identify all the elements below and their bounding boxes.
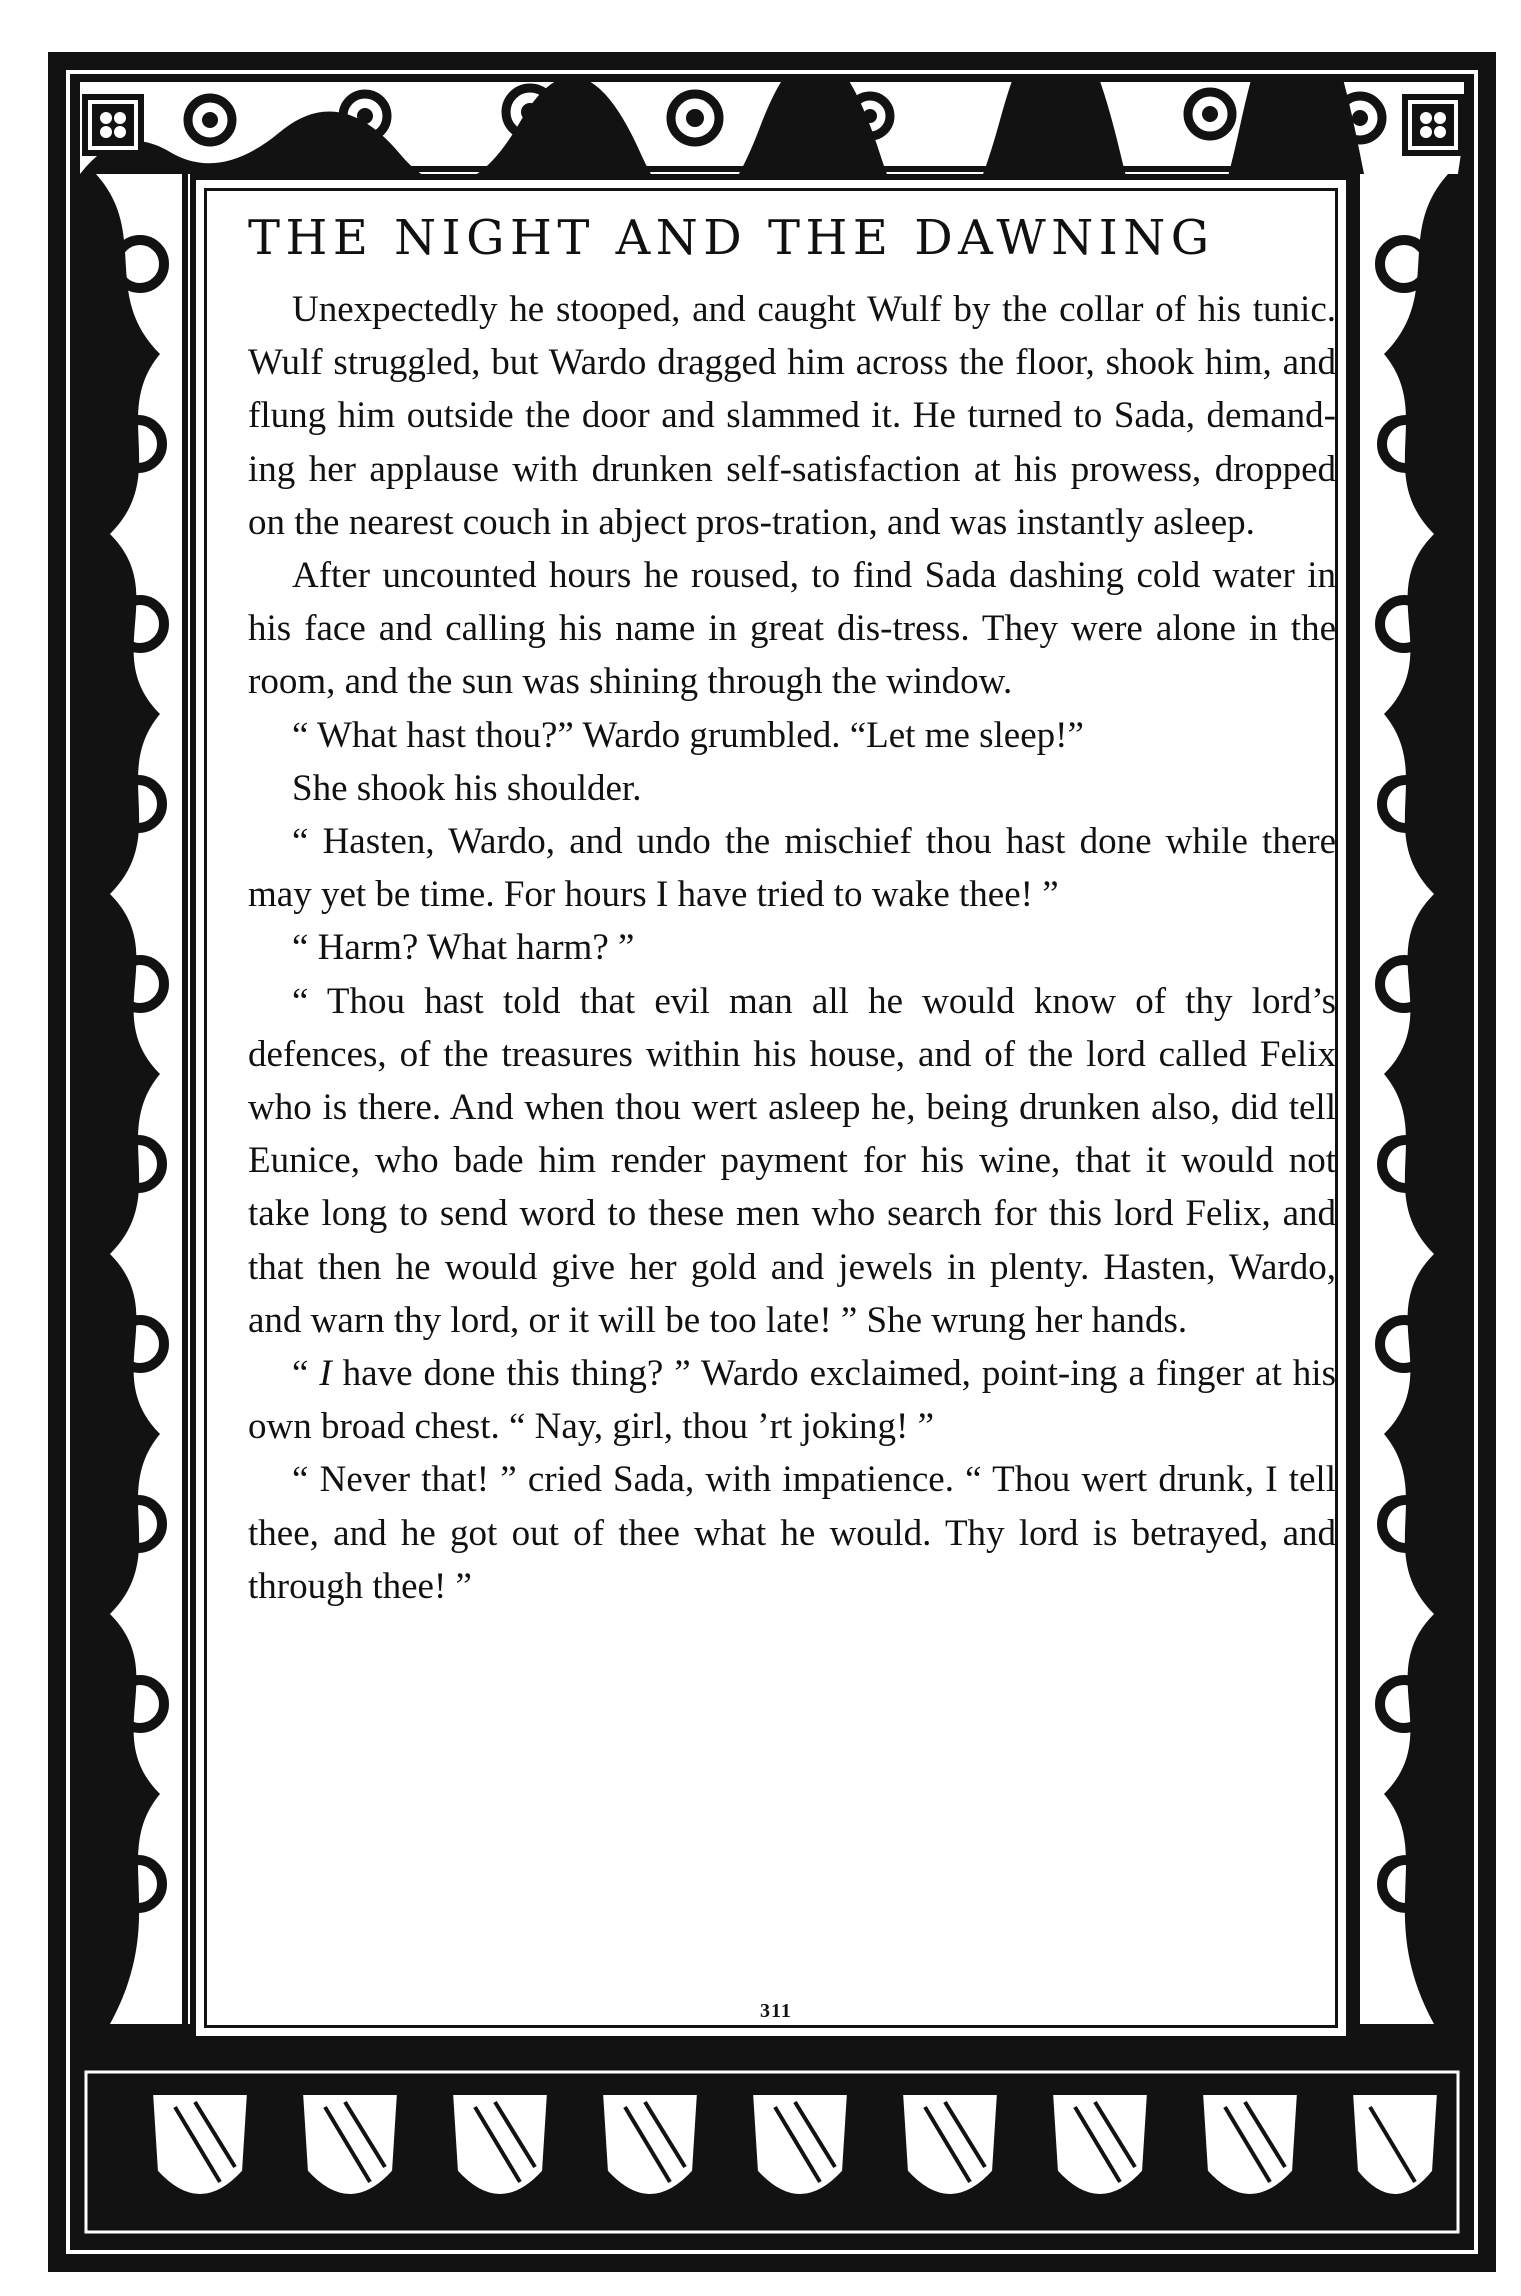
page-body: [248, 283, 1336, 1613]
paragraph: “ Never that! ” cried Sada, with impatience. “ Thou wert drunk, I tell thee, and he got out of thee what he would. Thy lord is betrayed, and through thee! ”: [248, 1459, 1336, 1607]
top-scroll-ornament: [80, 82, 1464, 174]
corner-rosette-right: [1402, 94, 1464, 156]
corner-rosette-left: [82, 94, 144, 156]
paragraph-rest: have done this thing? ” Wardo exclaimed, point-ing a finger at his own broad chest. “ Nay, girl, thou ’rt joking! ”: [248, 1353, 1336, 1448]
paragraph: “ Harm? What harm? ”: [292, 927, 635, 969]
right-vine-ornament: [1354, 174, 1464, 2024]
italic-word: I: [319, 1353, 332, 1395]
quote-open: “: [292, 1353, 320, 1395]
paragraph: Unexpectedly he stooped, and caught Wulf by the collar of his tunic. Wulf struggled, but Wardo dragged him across the floor, shook him, and flung him outside the door and slammed it. He turned to Sada, demand-ing her applause with drunken self-satisfaction at his prowess, dropped on the nearest couch in abject pros-tration, and was instantly asleep.: [248, 289, 1336, 543]
left-vine-ornament: [80, 174, 190, 2024]
paragraph: She shook his shoulder.: [292, 767, 642, 809]
paragraph: After uncounted hours he roused, to find Sada dashing cold water in his face and calling his name in great dis-tress. They were alone in the room, and the sun was shining through the window.: [248, 555, 1336, 703]
paragraph: “ What hast thou?” Wardo grumbled. “Let me sleep!”: [292, 714, 1084, 756]
paragraph: [248, 1347, 1336, 1453]
paragraph: “ Thou hast told that evil man all he would know of thy lord’s defences, of the treasures within his house, and of the lord called Felix who is there. And when thou wert asleep he, being drunken also, did tell Eunice, who bade him render payment for his wine, that it would not take long to send word to these men who search for this lord Felix, and that then he would give her gold and jewels in plenty. Hasten, Wardo, and warn thy lord, or it will be too late! ” She wrung her hands.: [248, 980, 1336, 1341]
page-number: 311: [760, 2000, 792, 2022]
bottom-shield-ornament: [80, 2062, 1464, 2242]
paragraph: “ Hasten, Wardo, and undo the mischief thou hast done while there may yet be time. For hours I have tried to wake thee! ”: [248, 821, 1336, 916]
chapter-title: THE NIGHT AND THE DAWNING: [248, 210, 1215, 266]
